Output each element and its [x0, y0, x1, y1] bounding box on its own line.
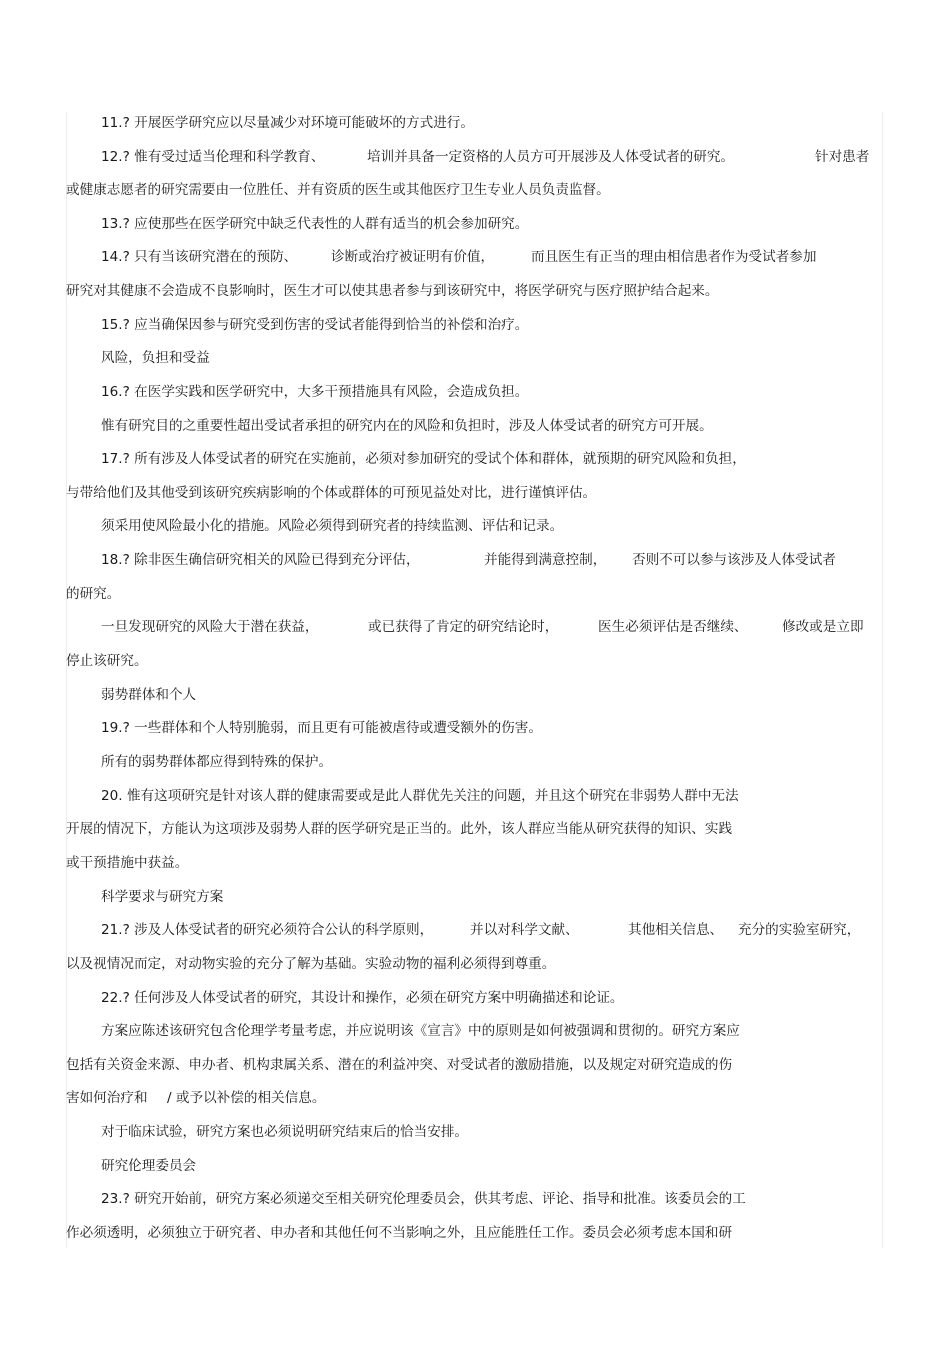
text-line: [0, 685, 950, 705]
text-segment: 否则不可以参与该涉及人体受试者: [632, 552, 836, 568]
text-segment: 并以对科学文献、: [470, 922, 579, 938]
text-line: [0, 1055, 950, 1075]
text-segment: 或健康志愿者的研究需要由一位胜任、并有资质的医生或其他医疗卫生专业人员负责监督。: [66, 182, 610, 198]
text-segment: 以及视情况而定，对动物实验的充分了解为基础。实验动物的福利必须得到尊重。: [66, 956, 556, 972]
text-segment: 作必须透明，必须独立于研究者、申办者和其他任何不当影响之外，且应能胜任工作。委员会必须考虑本国和研: [66, 1225, 733, 1241]
text-line: [0, 584, 950, 604]
text-segment: 22.? 任何涉及人体受试者的研究，其设计和操作，必须在研究方案中明确描述和论证。: [101, 990, 624, 1006]
text-line: [0, 550, 950, 570]
text-line: [0, 752, 950, 772]
text-segment: 19.? 一些群体和个人特别脆弱，而且更有可能被虐待或遭受额外的伤害。: [101, 720, 542, 736]
text-line: [0, 954, 950, 974]
text-line: [0, 718, 950, 738]
text-segment: 研究对其健康不会造成不良影响时，医生才可以使其患者参与到该研究中，将医学研究与医疗照护结合起来。: [66, 283, 719, 299]
text-line: [0, 1088, 950, 1108]
text-segment: 20. 惟有这项研究是针对该人群的健康需要或是此人群优先关注的问题，并且这个研究在非弱势人群中无法: [101, 788, 739, 804]
text-line: [0, 887, 950, 907]
text-segment: 的研究。: [66, 586, 121, 602]
text-line: [0, 1223, 950, 1243]
text-segment: 医生必须评估是否继续、: [598, 619, 748, 635]
text-line: [0, 1189, 950, 1209]
text-segment: 方案应陈述该研究包含伦理学考量考虑，并应说明该《宣言》中的原则是如何被强调和贯彻的。研究方案应: [101, 1023, 740, 1039]
text-segment: 弱势群体和个人: [101, 687, 197, 703]
text-line: [0, 1021, 950, 1041]
text-segment: 所有的弱势群体都应得到特殊的保护。: [101, 754, 333, 770]
text-line: [0, 786, 950, 806]
text-line: [0, 247, 950, 267]
text-segment: 充分的实验室研究，: [738, 922, 861, 938]
text-line: [0, 1156, 950, 1176]
text-segment: 18.? 除非医生确信研究相关的风险已得到充分评估，: [101, 552, 420, 568]
text-segment: 针对患者: [815, 149, 870, 165]
text-line: [0, 382, 950, 402]
text-segment: 培训并具备一定资格的人员方可开展涉及人体受试者的研究。: [367, 149, 735, 165]
text-segment: 对于临床试验，研究方案也必须说明研究结束后的恰当安排。: [101, 1124, 469, 1140]
text-line: [0, 1122, 950, 1142]
text-segment: 开展的情况下，方能认为这项涉及弱势人群的医学研究是正当的。此外，该人群应当能从研究获得的知识、实践: [66, 821, 733, 837]
text-line: [0, 516, 950, 536]
text-line: [0, 281, 950, 301]
text-line: [0, 617, 950, 637]
text-segment: 风险，负担和受益: [101, 350, 210, 366]
text-line: [0, 449, 950, 469]
text-line: [0, 819, 950, 839]
text-segment: 14.? 只有当该研究潜在的预防、: [101, 249, 298, 265]
text-segment: 科学要求与研究方案: [101, 889, 224, 905]
text-segment: 11.? 开展医学研究应以尽量减少对环境可能破坏的方式进行。: [101, 115, 474, 131]
text-segment: 停止该研究。: [66, 653, 148, 669]
text-segment: 修改或是立即: [782, 619, 864, 635]
text-segment: / 或予以补偿的相关信息。: [167, 1090, 326, 1106]
text-line: [0, 147, 950, 167]
text-segment: 并能得到满意控制，: [484, 552, 607, 568]
text-line: [0, 920, 950, 940]
text-line: [0, 315, 950, 335]
text-segment: 与带给他们及其他受到该研究疾病影响的个体或群体的可预见益处对比，进行谨慎评估。: [66, 485, 597, 501]
text-line: [0, 214, 950, 234]
text-segment: 或干预措施中获益。: [66, 855, 189, 871]
text-segment: 21.? 涉及人体受试者的研究必须符合公认的科学原则，: [101, 922, 434, 938]
text-segment: 惟有研究目的之重要性超出受试者承担的研究内在的风险和负担时，涉及人体受试者的研究方可开展。: [101, 418, 713, 434]
text-segment: 包括有关资金来源、申办者、机构隶属关系、潜在的利益冲突、对受试者的激励措施，以及规定对研究造成的伤: [66, 1057, 733, 1073]
text-line: [0, 853, 950, 873]
text-line: [0, 483, 950, 503]
text-segment: 或已获得了肯定的研究结论时，: [368, 619, 559, 635]
text-segment: 而且医生有正当的理由相信患者作为受试者参加: [531, 249, 817, 265]
text-segment: 须采用使风险最小化的措施。风险必须得到研究者的持续监测、评估和记录。: [101, 518, 564, 534]
text-segment: 12.? 惟有受过适当伦理和科学教育、: [101, 149, 325, 165]
text-segment: 害如何治疗和: [66, 1090, 148, 1106]
text-segment: 13.? 应使那些在医学研究中缺乏代表性的人群有适当的机会参加研究。: [101, 216, 529, 232]
text-segment: 研究伦理委员会: [101, 1158, 197, 1174]
text-line: [0, 348, 950, 368]
text-line: [0, 180, 950, 200]
text-segment: 16.? 在医学实践和医学研究中，大多干预措施具有风险，会造成负担。: [101, 384, 529, 400]
text-line: [0, 113, 950, 133]
text-segment: 其他相关信息、: [628, 922, 724, 938]
text-segment: 诊断或治疗被证明有价值，: [331, 249, 495, 265]
text-line: [0, 416, 950, 436]
text-segment: 一旦发现研究的风险大于潜在获益，: [101, 619, 319, 635]
text-segment: 17.? 所有涉及人体受试者的研究在实施前，必须对参加研究的受试个体和群体，就预期的研究风险和负担，: [101, 451, 746, 467]
text-line: [0, 988, 950, 1008]
text-segment: 15.? 应当确保因参与研究受到伤害的受试者能得到恰当的补偿和治疗。: [101, 317, 529, 333]
text-segment: 23.? 研究开始前，研究方案必须递交至相关研究伦理委员会，供其考虑、评论、指导和批准。该委员会的工: [101, 1191, 746, 1207]
text-line: [0, 651, 950, 671]
